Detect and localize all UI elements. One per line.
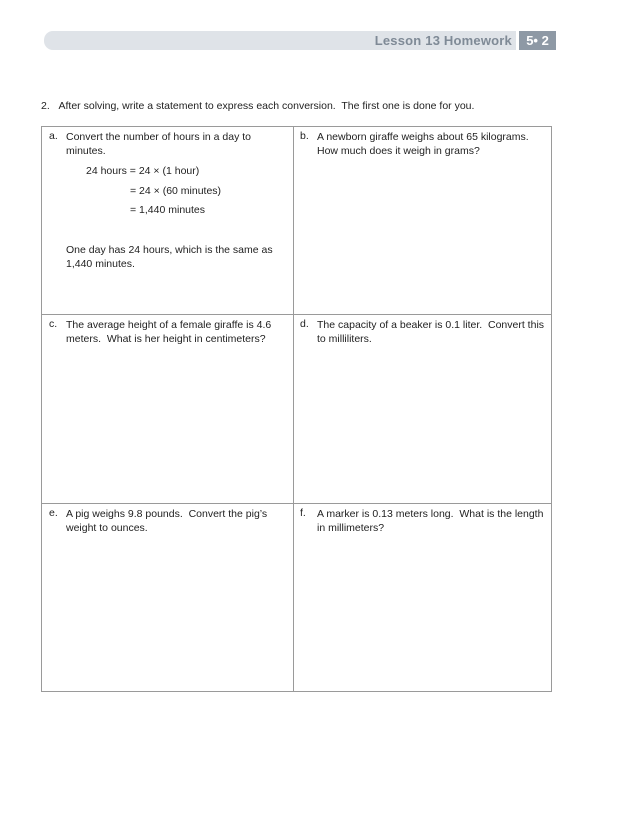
problem-a-line2: minutes. (66, 145, 106, 157)
problem-c-line2: meters. What is her height in centimeters? (66, 333, 266, 345)
problem-grid (41, 126, 552, 692)
problem-e-line1: A pig weighs 9.8 pounds. Convert the pig’s (66, 508, 268, 520)
problem-d-cell (294, 315, 551, 504)
problem-a-letter: a. (49, 130, 58, 142)
problem-f-cell (294, 504, 551, 691)
work-line-2: = 24 × (60 minutes) (130, 185, 222, 197)
problem-b-line2: How much does it weigh in grams? (317, 145, 480, 157)
lesson-title: Lesson 13 Homework (374, 33, 512, 48)
work-line-1: 24 hours = 24 × (1 hour) (86, 165, 200, 177)
problem-b-letter: b. (300, 130, 309, 142)
problem-f-line1: A marker is 0.13 meters long. What is the length (317, 508, 544, 520)
problem-a-cell (42, 127, 294, 315)
problem-f-text (317, 507, 543, 535)
problem-c-line1: The average height of a female giraffe is 4.6 (66, 319, 272, 331)
problem-e-letter: e. (49, 507, 58, 519)
problem-f-letter: f. (300, 507, 306, 519)
work-line-3: = 1,440 minutes (130, 204, 206, 216)
instructions: 2. After solving, write a statement to express each conversion. The first one is done for you. (41, 100, 475, 112)
problem-e-line2: weight to ounces. (66, 522, 148, 534)
problem-c-letter: c. (49, 318, 58, 330)
problem-d-line2: to milliliters. (317, 333, 372, 345)
problem-e-cell (42, 504, 294, 691)
problem-c-cell (42, 315, 294, 504)
problem-d-line1: The capacity of a beaker is 0.1 liter. Convert this (317, 319, 545, 331)
problem-a-text (66, 130, 251, 158)
problem-d-text (317, 318, 544, 346)
problem-e-text (66, 507, 267, 535)
problem-b-text (317, 130, 529, 158)
problem-a-line1: Convert the number of hours in a day to (66, 131, 252, 143)
answer-line1: One day has 24 hours, which is the same as (66, 244, 273, 256)
problem-d-letter: d. (300, 318, 309, 330)
answer-statement (66, 243, 273, 271)
problem-c-text (66, 318, 271, 346)
problem-b-line1: A newborn giraffe weighs about 65 kilograms. (317, 131, 529, 143)
module-badge: 5• 2 (519, 31, 556, 50)
problem-f-line2: in millimeters? (317, 522, 385, 534)
answer-line2: 1,440 minutes. (66, 258, 135, 270)
problem-b-cell (294, 127, 551, 315)
